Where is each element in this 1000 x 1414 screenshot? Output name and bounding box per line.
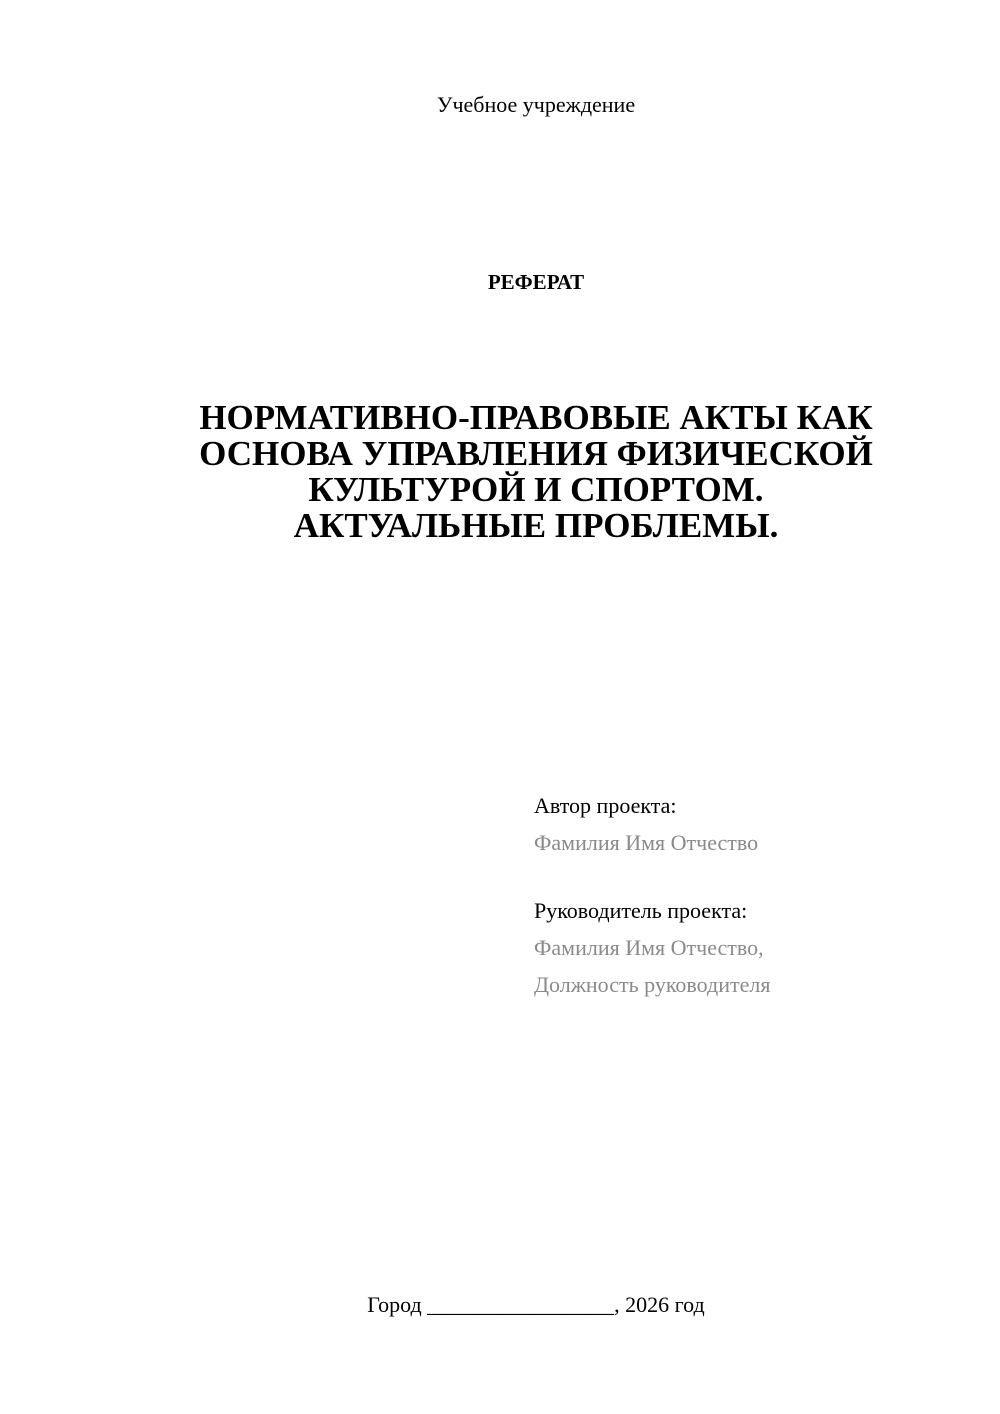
title-line: ОСНОВА УПРАВЛЕНИЯ ФИЗИЧЕСКОЙ — [199, 434, 873, 473]
author-block — [534, 787, 974, 861]
city-year-line: Город _________________, 2026 год — [367, 1292, 705, 1317]
title-line: НОРМАТИВНО-ПРАВОВЫЕ АКТЫ КАК — [199, 398, 873, 437]
supervisor-position-placeholder: Должность руководителя — [534, 972, 771, 997]
title-line: КУЛЬТУРОЙ И СПОРТОМ. — [308, 470, 764, 509]
title-line: АКТУАЛЬНЫЕ ПРОБЛЕМЫ. — [293, 506, 779, 545]
document-type: РЕФЕРАТ — [487, 270, 585, 294]
author-name-placeholder: Фамилия Имя Отчество — [534, 830, 759, 855]
supervisor-label: Руководитель проекта: — [534, 898, 748, 923]
author-label: Автор проекта: — [534, 793, 677, 818]
institution-name: Учебное учреждение — [436, 92, 636, 117]
supervisor-name-placeholder: Фамилия Имя Отчество, — [534, 935, 764, 960]
supervisor-block — [534, 892, 974, 1003]
document-title — [120, 400, 952, 544]
